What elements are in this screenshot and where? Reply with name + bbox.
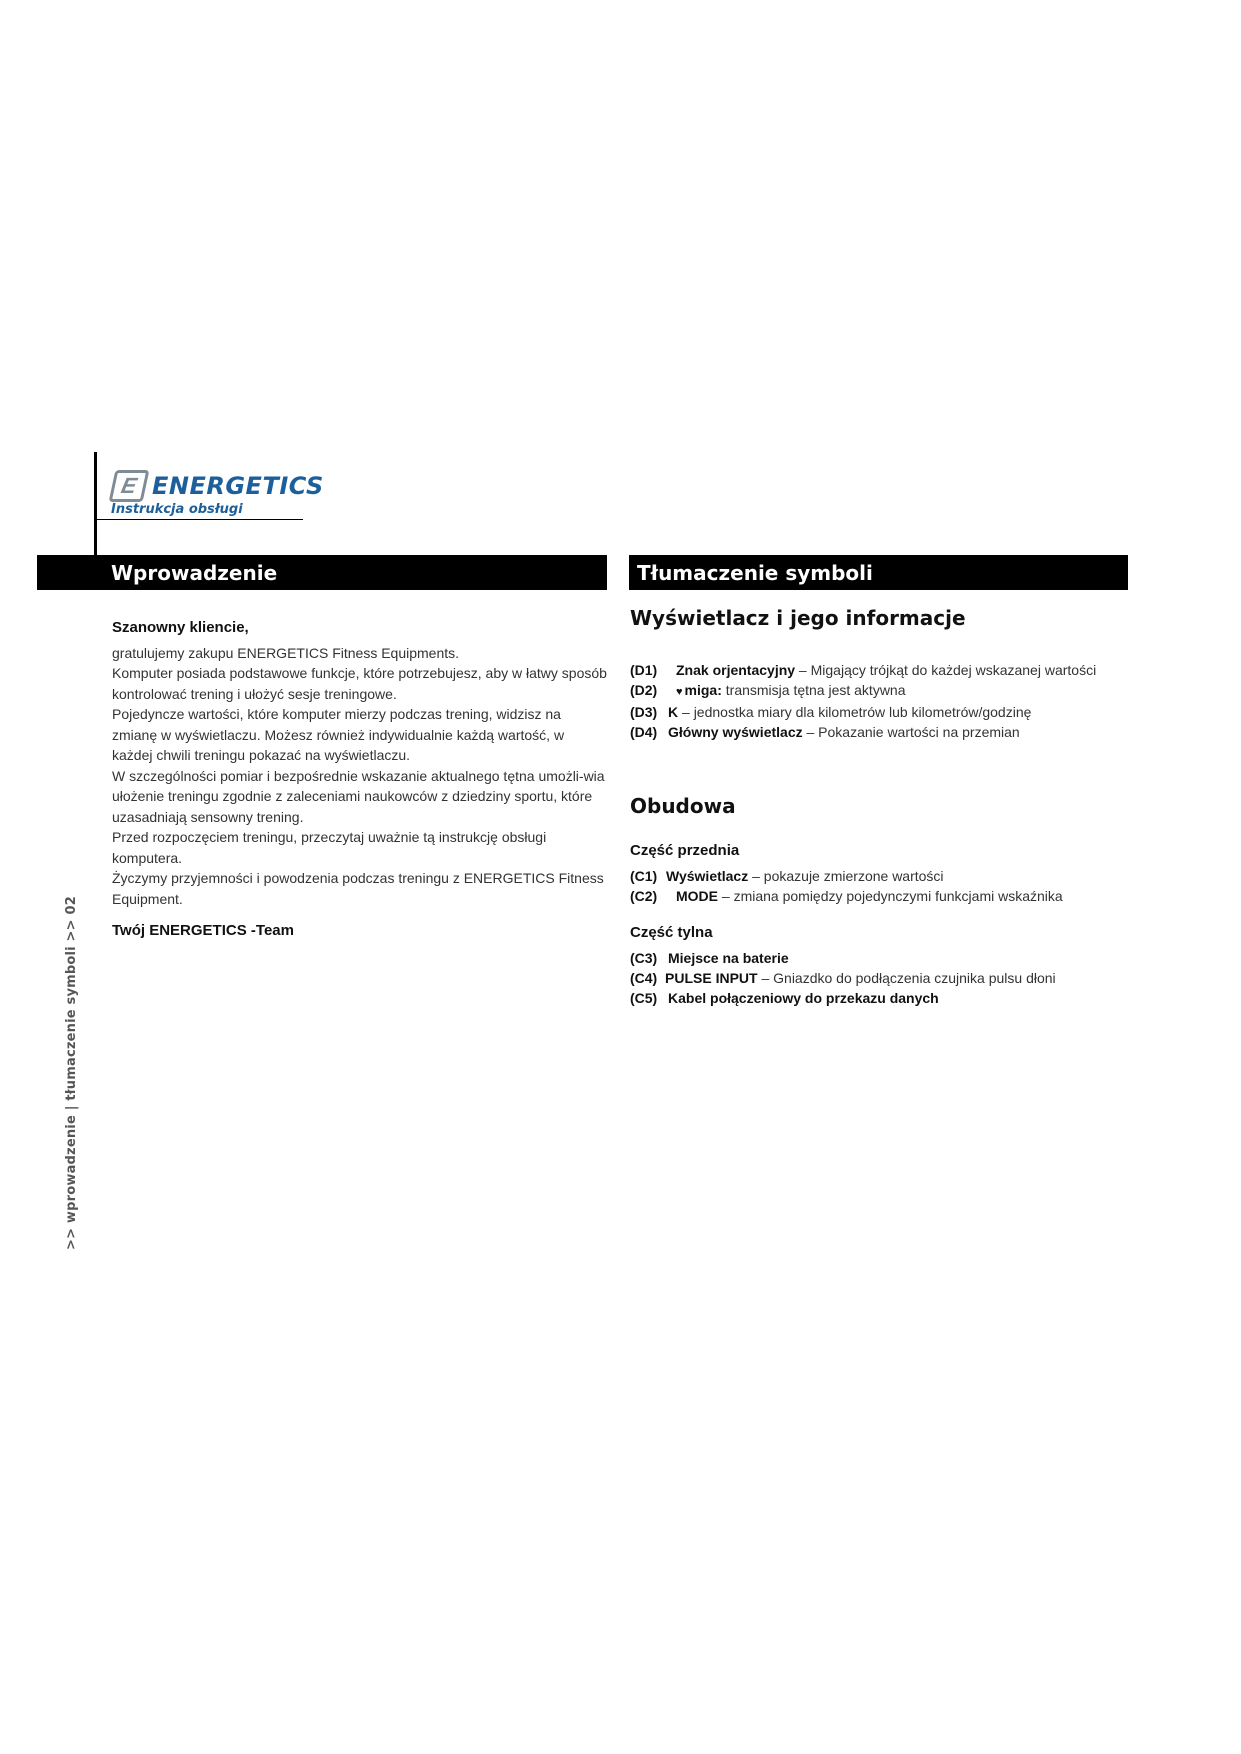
item-code: (C5): [630, 990, 658, 1006]
back-items: [630, 948, 1130, 1008]
item-code: (C2): [630, 888, 658, 904]
introduction-text: [112, 618, 607, 909]
display-items: [630, 660, 1130, 742]
item-desc: – Pokazanie wartości na przemian: [802, 724, 1020, 740]
item-key: Kabel połączeniowy do przekazu danych: [668, 990, 939, 1006]
list-item: [630, 968, 1130, 988]
energetics-logo-mark-icon: E: [109, 470, 150, 502]
list-item: [630, 988, 1130, 1008]
back-part-title: Część tylna: [630, 924, 713, 941]
paragraph: Pojedyncze wartości, które komputer mierzy podczas trening, widzisz na zmianę w wyświetlaczu. Możesz również indywidualnie każdą wartość, w każdej chwili treningu pokazać na wyświetlaczu.: [112, 706, 565, 763]
list-item: [630, 702, 1130, 722]
item-key: PULSE INPUT: [665, 970, 758, 986]
logo-divider-line: [94, 452, 97, 556]
item-key: K: [668, 704, 679, 720]
item-key: Główny wyświetlacz: [668, 724, 803, 740]
item-code: (D2): [630, 682, 658, 698]
item-desc: – Gniazdko do podłączenia czujnika pulsu dłoni: [757, 970, 1056, 986]
paragraph: W szczególności pomiar i bezpośrednie wskazanie aktualnego tętna umożli-wia ułożenie treningu zgodnie z zaleceniami naukowców z dziedziny sportu, które uzasadniają sensowny trening.: [112, 767, 605, 825]
heart-icon: ♥: [676, 686, 683, 698]
item-code: (C1): [630, 868, 658, 884]
list-item: [630, 722, 1130, 742]
energetics-logo: [112, 470, 324, 502]
display-section: [630, 606, 1130, 630]
list-item: [630, 886, 1130, 906]
item-desc: – Migający trójkąt do każdej wskazanej wartości: [795, 662, 1097, 678]
list-item: [630, 680, 1130, 702]
housing-section: [630, 794, 1130, 818]
item-code: (C3): [630, 950, 658, 966]
item-code: (D3): [630, 704, 658, 720]
section-header-symbols: Tłumaczenie symboli: [629, 555, 1128, 590]
front-items: [630, 866, 1130, 906]
item-code: (C4): [630, 970, 658, 986]
item-desc: – jednostka miary dla kilometrów lub kilometrów/godzinę: [678, 704, 1032, 720]
item-code: (D4): [630, 724, 658, 740]
item-code: (D1): [630, 662, 658, 678]
manual-subtitle: Instrukcja obsługi: [111, 502, 243, 517]
item-desc: – pokazuje zmierzone wartości: [748, 868, 944, 884]
display-title: Wyświetlacz i jego informacje: [630, 606, 966, 630]
item-key: Znak orjentacyjny: [676, 662, 796, 678]
item-key: MODE: [676, 888, 718, 904]
team-signature: Twój ENERGETICS -Team: [112, 922, 294, 939]
front-part-title: Część przednia: [630, 842, 740, 859]
list-item: [630, 948, 1130, 968]
item-key: Miejsce na baterie: [668, 950, 789, 966]
list-item: [630, 660, 1130, 680]
item-desc: – zmiana pomiędzy pojedynczymi funkcjami wskaźnika: [718, 888, 1063, 904]
housing-title: Obudowa: [630, 794, 736, 818]
item-desc: transmisja tętna jest aktywna: [721, 682, 906, 698]
paragraph: gratulujemy zakupu ENERGETICS Fitness Equipments.: [112, 644, 460, 661]
list-item: [630, 866, 1130, 886]
back-part: [630, 924, 1130, 941]
logo-underline: [97, 519, 303, 520]
paragraph: Komputer posiada podstawowe funkcje, które potrzebujesz, aby w łatwy sposób kontrolować trening i ułożyć sesje treningowe.: [112, 665, 607, 702]
logo-brand-name: ENERGETICS: [152, 472, 324, 500]
paragraph: Przed rozpoczęciem treningu, przeczytaj uważnie tą instrukcję obsługi komputera.: [112, 829, 547, 866]
greeting: Szanowny kliencie,: [112, 619, 249, 636]
item-key: Wyświetlacz: [666, 868, 749, 884]
item-key: miga:: [684, 682, 722, 698]
paragraph: Życzymy przyjemności i powodzenia podczas treningu z ENERGETICS Fitness Equipment.: [112, 870, 604, 907]
section-header-introduction: Wprowadzenie: [37, 555, 607, 590]
page-side-label: >> wprowadzenie | tłumaczenie symboli >> 02: [64, 896, 79, 1250]
front-part: [630, 842, 1130, 859]
